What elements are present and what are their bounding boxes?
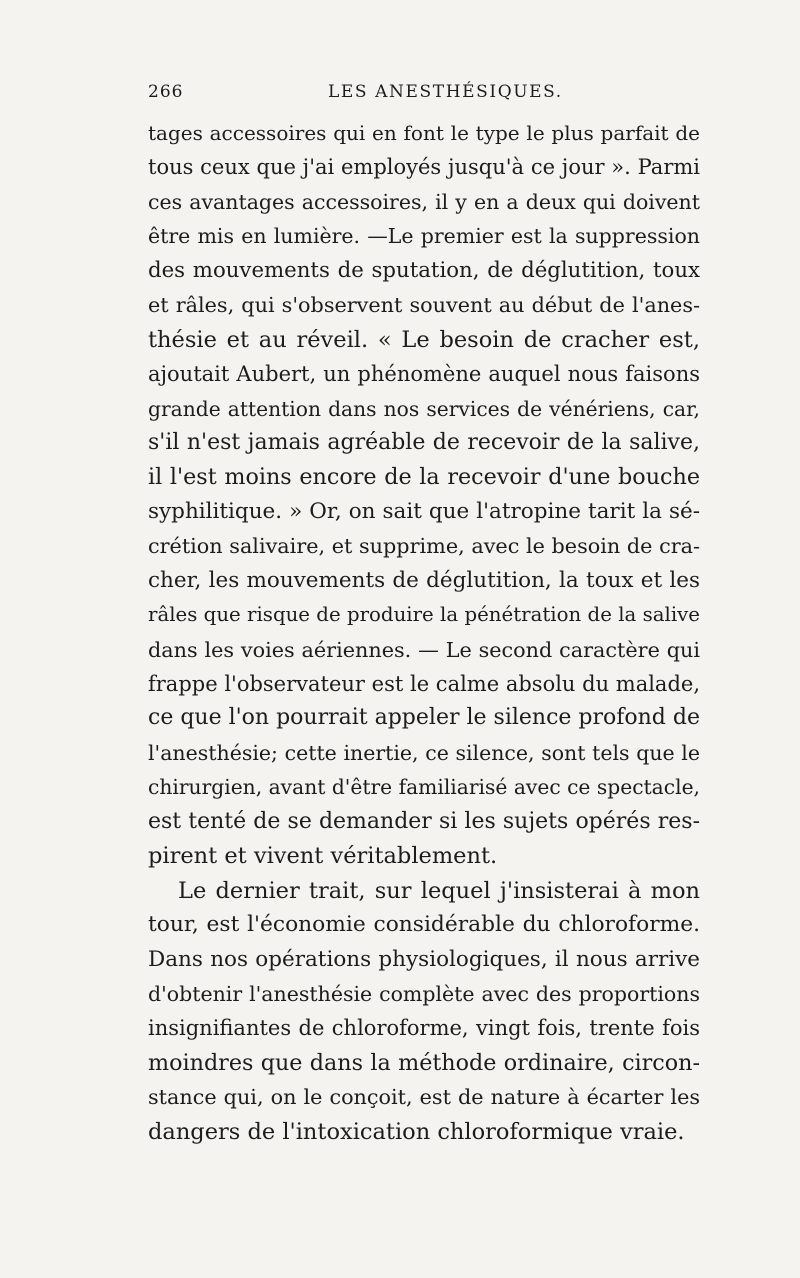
- text-line: s'il n'est jamais agréable de recevoir de la salive,: [148, 429, 700, 455]
- text-line: ce que l'on pourrait appeler le silence profond de: [148, 705, 700, 731]
- text-line: il l'est moins encore de la recevoir d'une bouche: [148, 464, 700, 491]
- text-line: l'anesthésie; cette inertie, ce silence, sont tels que le: [148, 740, 700, 765]
- text-line: et râles, qui s'observent souvent au début de l'anes-: [148, 293, 700, 318]
- page-header: [148, 82, 708, 108]
- text-line: est tenté de se demander si les sujets opérés res-: [148, 808, 700, 834]
- text-line: moindres que dans la méthode ordinaire, circon-: [148, 1049, 700, 1076]
- text-line: d'obtenir l'anesthésie complète avec des proportions: [148, 981, 700, 1006]
- text-line: être mis en lumière. —Le premier est la suppression: [148, 224, 700, 249]
- body-text: [148, 116, 700, 1149]
- text-line: syphilitique. » Or, on sait que l'atropine tarit la sé-: [148, 498, 700, 524]
- text-line: tour, est l'économie considérable du chloroforme.: [148, 912, 700, 938]
- text-line: ajoutait Aubert, un phénomène auquel nous faisons: [148, 362, 700, 387]
- text-line: chirurgien, avant d'être familiarisé avec ce spectacle,: [148, 775, 700, 800]
- page-number: 266: [148, 82, 184, 102]
- text-line: ces avantages accessoires, il y en a deux qui doivent: [148, 189, 700, 214]
- running-title: LES ANESTHÉSIQUES.: [328, 82, 563, 102]
- text-line: Dans nos opérations physiologiques, il nous arrive: [148, 946, 700, 972]
- text-line: dangers de l'intoxication chloroformique vraie.: [148, 1118, 685, 1145]
- text-line: grande attention dans nos services de vénériens, car,: [148, 396, 700, 421]
- text-line: insignifiantes de chloroforme, vingt fois, trente fois: [148, 1016, 700, 1041]
- text-line: des mouvements de sputation, de déglutition, toux: [148, 257, 700, 283]
- text-line: cher, les mouvements de déglutition, la toux et les: [148, 567, 700, 593]
- text-line: crétion salivaire, et supprime, avec le besoin de cra-: [148, 534, 700, 559]
- text-line: râles que risque de produire la pénétration de la salive: [148, 603, 700, 627]
- text-line: thésie et au réveil. « Le besoin de cracher est,: [148, 326, 700, 353]
- text-line: tous ceux que j'ai employés jusqu'à ce jour ». Parmi: [148, 155, 700, 180]
- text-line: dans les voies aériennes. — Le second caractère qui: [148, 637, 700, 662]
- text-line: Le dernier trait, sur lequel j'insisterai à mon: [178, 877, 700, 904]
- text-line: tages accessoires qui en font le type le plus parfait de: [148, 121, 700, 145]
- text-line: frappe l'observateur est le calme absolu du malade,: [148, 672, 700, 696]
- text-line: pirent et vivent véritablement.: [148, 843, 498, 870]
- text-line: stance qui, on le conçoit, est de nature à écarter les: [148, 1085, 700, 1110]
